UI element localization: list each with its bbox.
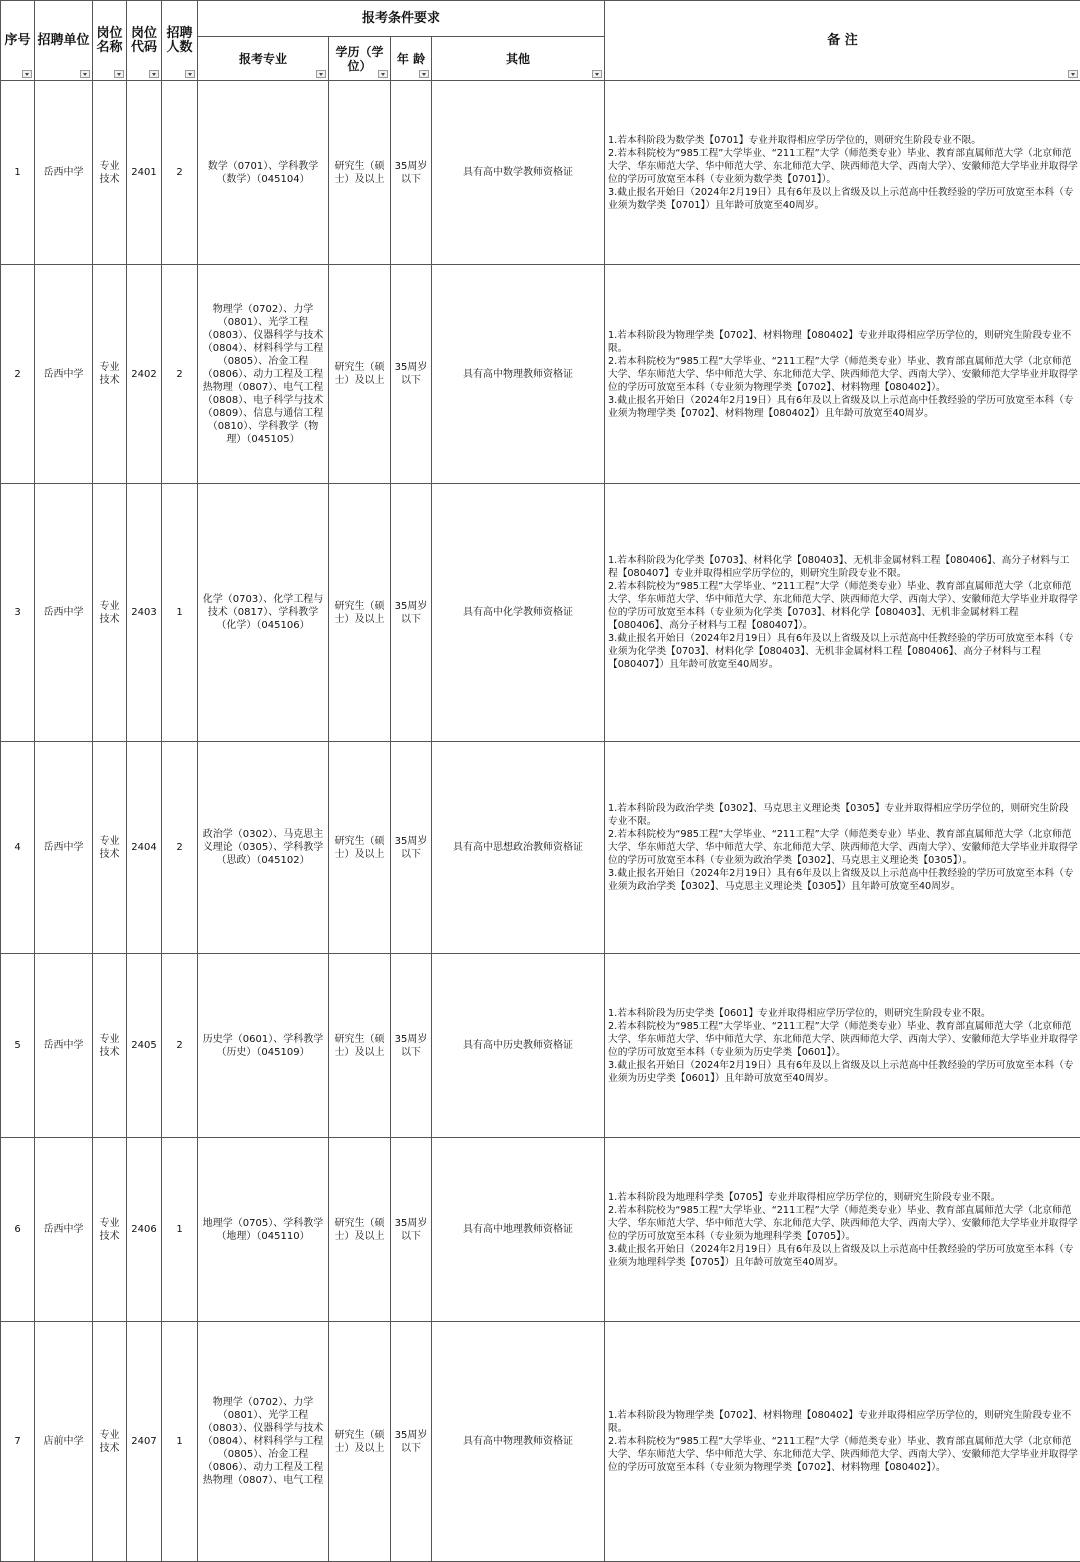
- remark-line: 2.若本科院校为“985工程”大学毕业、“211工程”大学（师范类专业）毕业、教育部直属师范大学（北京师范大学、华东师范大学、华中师范大学、东北师范大学、陕西师范大学、西南大学）、安徽师范大学毕业并取得学位的学历可放宽至本科（专业须为政治学类【0302】、马克思主义理论类【0305】）。: [608, 828, 1078, 867]
- row-age: 35周岁以下: [391, 954, 432, 1138]
- row-count: 2: [162, 742, 198, 954]
- row-unit: 岳西中学: [35, 742, 93, 954]
- row-unit: 岳西中学: [35, 81, 93, 265]
- row-unit: 岳西中学: [35, 1138, 93, 1322]
- remark-line: 3.截止报名开始日（2024年2月19日）具有6年及以上省级及以上示范高中任教经验的学历可放宽至本科（专业须为数学类【0701】）且年龄可放宽至40周岁。: [608, 186, 1078, 212]
- row-post-code: 2405: [127, 954, 162, 1138]
- row-count: 2: [162, 954, 198, 1138]
- row-unit: 岳西中学: [35, 265, 93, 484]
- filter-dropdown-icon[interactable]: [185, 70, 195, 78]
- row-major: 化学（0703）、化学工程与技术（0817）、学科教学（化学）（045106）: [198, 484, 329, 742]
- row-age: 35周岁以下: [391, 1138, 432, 1322]
- row-count: 1: [162, 1138, 198, 1322]
- row-other: 具有高中化学教师资格证: [432, 484, 605, 742]
- row-major: 地理学（0705）、学科教学（地理）（045110）: [198, 1138, 329, 1322]
- remark-line: 1.若本科阶段为地理科学类【0705】专业并取得相应学历学位的，则研究生阶段专业不限。: [608, 1191, 1078, 1204]
- header-age-label: 年 龄: [397, 52, 425, 66]
- filter-dropdown-icon[interactable]: [149, 70, 159, 78]
- row-other: 具有高中地理教师资格证: [432, 1138, 605, 1322]
- row-education: 研究生（硕士）及以上: [329, 1322, 391, 1562]
- row-seq: 2: [1, 265, 35, 484]
- row-post-code: 2406: [127, 1138, 162, 1322]
- filter-dropdown-icon[interactable]: [592, 70, 602, 78]
- row-other: 具有高中历史教师资格证: [432, 954, 605, 1138]
- row-count: 1: [162, 1322, 198, 1562]
- row-remark: [605, 1322, 1080, 1562]
- remark-line: 2.若本科院校为“985工程”大学毕业、“211工程”大学（师范类专业）毕业、教育部直属师范大学（北京师范大学、华东师范大学、华中师范大学、东北师范大学、陕西师范大学、西南大学）、安徽师范大学毕业并取得学位的学历可放宽至本科（专业须为化学类【0703】、材料化学【080403】、无机非金属材料工程【080406】、高分子材料与工程【080407】）。: [608, 580, 1078, 632]
- row-age: 35周岁以下: [391, 742, 432, 954]
- header-seq: [1, 1, 35, 81]
- row-remark: [605, 81, 1080, 265]
- header-seq-label: 序号: [4, 33, 30, 48]
- row-seq: 3: [1, 484, 35, 742]
- remark-line: 1.若本科阶段为物理学类【0702】、材料物理【080402】专业并取得相应学历学位的，则研究生阶段专业不限。: [608, 329, 1078, 355]
- header-education: [329, 37, 391, 81]
- header-post-code-label: 岗位代码: [131, 26, 157, 55]
- table-row: [1, 81, 1080, 265]
- header-major-label: 报考专业: [239, 52, 287, 66]
- row-post-code: 2402: [127, 265, 162, 484]
- header-remark: [605, 1, 1080, 81]
- table-row: [1, 1322, 1080, 1562]
- header-remark-label: 备 注: [827, 33, 858, 48]
- row-post-code: 2404: [127, 742, 162, 954]
- row-count: 1: [162, 484, 198, 742]
- row-seq: 7: [1, 1322, 35, 1562]
- remark-line: 3.截止报名开始日（2024年2月19日）具有6年及以上省级及以上示范高中任教经验的学历可放宽至本科（专业须为历史学类【0601】）且年龄可放宽至40周岁。: [608, 1059, 1078, 1085]
- row-remark: [605, 1138, 1080, 1322]
- remark-line: 1.若本科阶段为政治学类【0302】、马克思主义理论类【0305】专业并取得相应学历学位的，则研究生阶段专业不限。: [608, 802, 1078, 828]
- row-major: 历史学（0601）、学科教学（历史）（045109）: [198, 954, 329, 1138]
- row-major: 物理学（0702）、力学（0801）、光学工程（0803）、仪器科学与技术（0804）、材料科学与工程（0805）、冶金工程（0806）、动力工程及工程热物理（0807）、电气工程: [198, 1322, 329, 1562]
- remark-line: 2.若本科院校为“985工程”大学毕业、“211工程”大学（师范类专业）毕业、教育部直属师范大学（北京师范大学、华东师范大学、华中师范大学、东北师范大学、陕西师范大学、西南大学）、安徽师范大学毕业并取得学位的学历可放宽至本科（专业须为历史学类【0601】）。: [608, 1020, 1078, 1059]
- row-post-name: 专业技术: [93, 742, 127, 954]
- row-education: 研究生（硕士）及以上: [329, 954, 391, 1138]
- table-row: [1, 1138, 1080, 1322]
- row-major: 数学（0701）、学科教学（数学）（045104）: [198, 81, 329, 265]
- row-age: 35周岁以下: [391, 1322, 432, 1562]
- table-row: [1, 265, 1080, 484]
- row-education: 研究生（硕士）及以上: [329, 81, 391, 265]
- header-education-label: 学历（学位）: [335, 45, 383, 73]
- row-age: 35周岁以下: [391, 484, 432, 742]
- remark-line: 1.若本科阶段为数学类【0701】专业并取得相应学历学位的，则研究生阶段专业不限。: [608, 134, 1078, 147]
- header-other-label: 其他: [506, 52, 530, 66]
- filter-dropdown-icon[interactable]: [378, 70, 388, 78]
- row-unit: 店前中学: [35, 1322, 93, 1562]
- header-count: [162, 1, 198, 81]
- row-post-name: 专业技术: [93, 954, 127, 1138]
- filter-dropdown-icon[interactable]: [22, 70, 32, 78]
- row-other: 具有高中物理教师资格证: [432, 265, 605, 484]
- row-post-name: 专业技术: [93, 265, 127, 484]
- table-row: [1, 742, 1080, 954]
- row-post-name: 专业技术: [93, 484, 127, 742]
- row-unit: 岳西中学: [35, 954, 93, 1138]
- row-education: 研究生（硕士）及以上: [329, 1138, 391, 1322]
- row-age: 35周岁以下: [391, 81, 432, 265]
- row-other: 具有高中数学教师资格证: [432, 81, 605, 265]
- row-post-code: 2401: [127, 81, 162, 265]
- row-major: 政治学（0302）、马克思主义理论（0305）、学科教学（思政）（045102）: [198, 742, 329, 954]
- filter-dropdown-icon[interactable]: [316, 70, 326, 78]
- remark-line: 3.截止报名开始日（2024年2月19日）具有6年及以上省级及以上示范高中任教经验的学历可放宽至本科（专业须为物理学类【0702】、材料物理【080402】）且年龄可放宽至40周岁。: [608, 394, 1078, 420]
- row-education: 研究生（硕士）及以上: [329, 484, 391, 742]
- remark-line: 2.若本科院校为“985工程”大学毕业、“211工程”大学（师范类专业）毕业、教育部直属师范大学（北京师范大学、华东师范大学、华中师范大学、东北师范大学、陕西师范大学、西南大学）、安徽师范大学毕业并取得学位的学历可放宽至本科（专业须为数学类【0701】）。: [608, 147, 1078, 186]
- header-post-name-label: 岗位名称: [96, 26, 122, 55]
- header-major: [198, 37, 329, 81]
- remark-line: 3.截止报名开始日（2024年2月19日）具有6年及以上省级及以上示范高中任教经验的学历可放宽至本科（专业须为化学类【0703】、材料化学【080403】、无机非金属材料工程【080406】、高分子材料与工程【080407】）且年龄可放宽至40周岁。: [608, 632, 1078, 671]
- row-remark: [605, 742, 1080, 954]
- header-post-code: [127, 1, 162, 81]
- row-remark: [605, 954, 1080, 1138]
- header-count-label: 招聘人数: [166, 26, 192, 55]
- row-count: 2: [162, 81, 198, 265]
- row-count: 2: [162, 265, 198, 484]
- row-seq: 1: [1, 81, 35, 265]
- header-unit-label: 招聘单位: [37, 33, 89, 48]
- table-body: [1, 81, 1080, 1562]
- filter-dropdown-icon[interactable]: [419, 70, 429, 78]
- row-education: 研究生（硕士）及以上: [329, 742, 391, 954]
- filter-dropdown-icon[interactable]: [1068, 70, 1078, 78]
- row-seq: 4: [1, 742, 35, 954]
- row-unit: 岳西中学: [35, 484, 93, 742]
- table-row: [1, 484, 1080, 742]
- header-requirements: [198, 1, 605, 37]
- row-other: 具有高中思想政治教师资格证: [432, 742, 605, 954]
- remark-line: 1.若本科阶段为历史学类【0601】专业并取得相应学历学位的，则研究生阶段专业不限。: [608, 1007, 1078, 1020]
- table-row: [1, 954, 1080, 1138]
- row-seq: 5: [1, 954, 35, 1138]
- remark-line: 1.若本科阶段为化学类【0703】、材料化学【080403】、无机非金属材料工程【080406】、高分子材料与工程【080407】专业并取得相应学历学位的，则研究生阶段专业不限。: [608, 554, 1078, 580]
- remark-line: 2.若本科院校为“985工程”大学毕业、“211工程”大学（师范类专业）毕业、教育部直属师范大学（北京师范大学、华东师范大学、华中师范大学、东北师范大学、陕西师范大学、西南大学）、安徽师范大学毕业并取得学位的学历可放宽至本科（专业须为物理学类【0702】、材料物理【080402】）。: [608, 1435, 1078, 1474]
- remark-line: 3.截止报名开始日（2024年2月19日）具有6年及以上省级及以上示范高中任教经验的学历可放宽至本科（专业须为政治学类【0302】、马克思主义理论类【0305】）且年龄可放宽至40周岁。: [608, 867, 1078, 893]
- header-other: [432, 37, 605, 81]
- row-post-code: 2403: [127, 484, 162, 742]
- row-age: 35周岁以下: [391, 265, 432, 484]
- row-other: 具有高中物理教师资格证: [432, 1322, 605, 1562]
- row-post-name: 专业技术: [93, 1138, 127, 1322]
- row-post-code: 2407: [127, 1322, 162, 1562]
- remark-line: 2.若本科院校为“985工程”大学毕业、“211工程”大学（师范类专业）毕业、教育部直属师范大学（北京师范大学、华东师范大学、华中师范大学、东北师范大学、陕西师范大学、西南大学）、安徽师范大学毕业并取得学位的学历可放宽至本科（专业须为物理学类【0702】、材料物理【080402】）。: [608, 355, 1078, 394]
- header-post-name: [93, 1, 127, 81]
- row-major: 物理学（0702）、力学（0801）、光学工程（0803）、仪器科学与技术（0804）、材料科学与工程（0805）、冶金工程（0806）、动力工程及工程热物理（0807）、电气工程（0808）、电子科学与技术（0809）、信息与通信工程（0810）、学科教学（物理）（045105）: [198, 265, 329, 484]
- header-unit: [35, 1, 93, 81]
- header-requirements-label: 报考条件要求: [362, 11, 440, 26]
- row-post-name: 专业技术: [93, 81, 127, 265]
- row-post-name: 专业技术: [93, 1322, 127, 1562]
- filter-dropdown-icon[interactable]: [114, 70, 124, 78]
- header-age: [391, 37, 432, 81]
- row-seq: 6: [1, 1138, 35, 1322]
- row-remark: [605, 484, 1080, 742]
- remark-line: 1.若本科阶段为物理学类【0702】、材料物理【080402】专业并取得相应学历学位的，则研究生阶段专业不限。: [608, 1409, 1078, 1435]
- filter-dropdown-icon[interactable]: [80, 70, 90, 78]
- row-remark: [605, 265, 1080, 484]
- row-education: 研究生（硕士）及以上: [329, 265, 391, 484]
- remark-line: 3.截止报名开始日（2024年2月19日）具有6年及以上省级及以上示范高中任教经验的学历可放宽至本科（专业须为地理科学类【0705】）且年龄可放宽至40周岁。: [608, 1243, 1078, 1269]
- remark-line: 2.若本科院校为“985工程”大学毕业、“211工程”大学（师范类专业）毕业、教育部直属师范大学（北京师范大学、华东师范大学、华中师范大学、东北师范大学、陕西师范大学、西南大学）、安徽师范大学毕业并取得学位的学历可放宽至本科（专业须为地理科学类【0705】）。: [608, 1204, 1078, 1243]
